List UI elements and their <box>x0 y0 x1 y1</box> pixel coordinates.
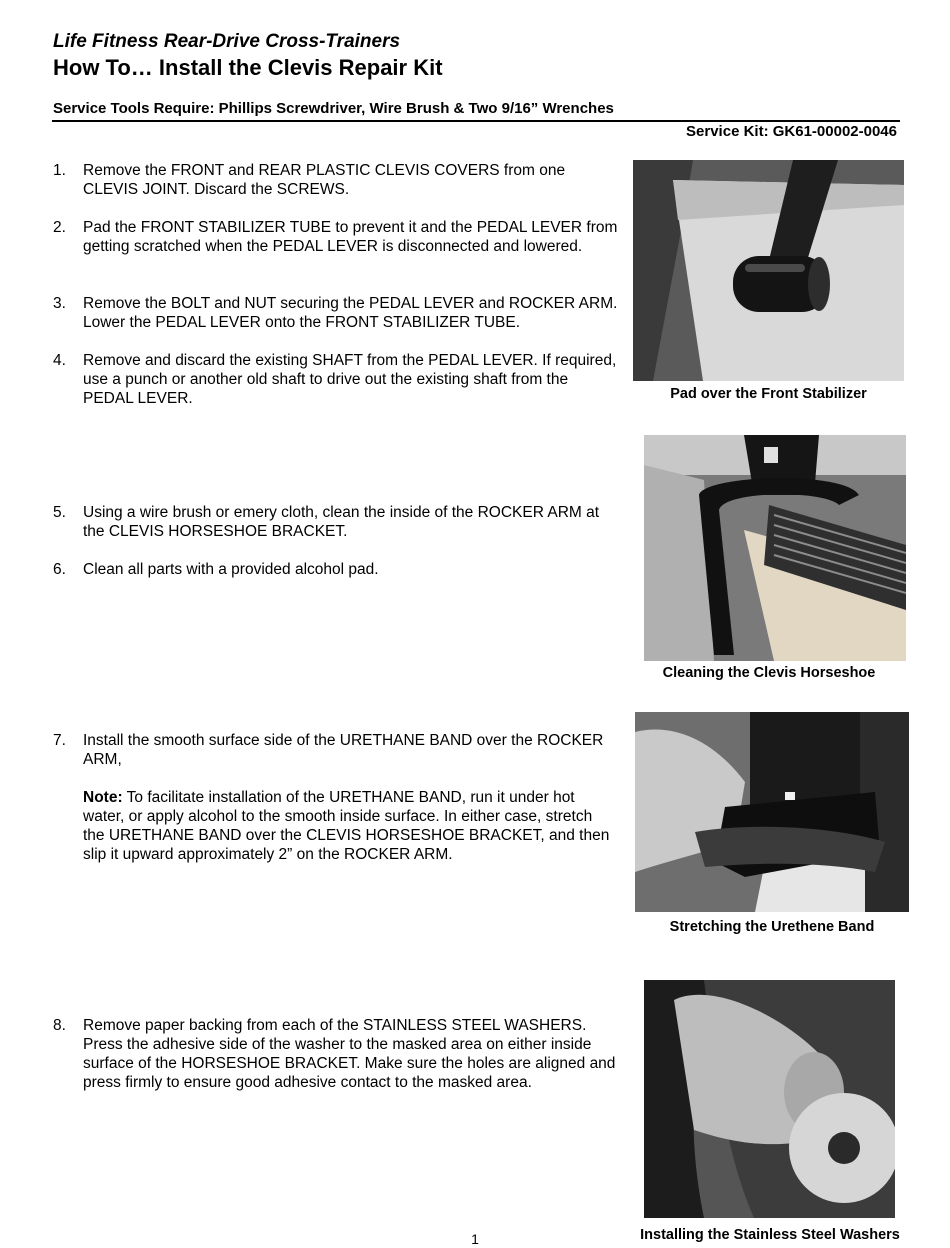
step-text: Clean all parts with a provided alcohol pad. <box>83 561 379 578</box>
step-note <box>83 788 618 864</box>
step-number: 5. <box>53 504 66 521</box>
step-text: Remove and discard the existing SHAFT from the PEDAL LEVER. If required, use a punch or another old shaft to drive out the existing shaft from the PEDAL LEVER. <box>83 352 617 407</box>
step-number: 1. <box>53 162 66 179</box>
step-number: 6. <box>53 561 66 578</box>
photo-installing-steel-washers <box>644 980 895 1218</box>
step-number: 7. <box>53 732 66 749</box>
step-text: Remove paper backing from each of the STAINLESS STEEL WASHERS. Press the adhesive side of the washer to the masked area on either inside surface of the HORSESHOE BRACKET. Make sure the holes are aligned and press firmly to ensure good adhesive contact to the masked area. <box>83 1017 616 1091</box>
step-1 <box>53 161 618 199</box>
document-title: How To… Install the Clevis Repair Kit <box>53 55 443 80</box>
step-text: Install the smooth surface side of the URETHANE BAND over the ROCKER ARM, <box>83 732 604 768</box>
caption-photo-3: Stretching the Urethene Band <box>669 919 875 935</box>
service-tools-line: Service Tools Require: Phillips Screwdriver, Wire Brush & Two 9/16” Wrenches <box>53 100 614 117</box>
step-number: 3. <box>53 295 66 312</box>
service-kit-number: Service Kit: GK61-00002-0046 <box>686 123 897 140</box>
caption-photo-4: Installing the Stainless Steel Washers <box>640 1227 900 1243</box>
step-3 <box>53 294 618 332</box>
step-number: 2. <box>53 219 66 236</box>
header-rule <box>52 120 900 122</box>
caption-photo-1: Pad over the Front Stabilizer <box>670 386 867 402</box>
step-number: 8. <box>53 1017 66 1034</box>
step-text: Remove the FRONT and REAR PLASTIC CLEVIS COVERS from one CLEVIS JOINT. Discard the SCREWS. <box>83 162 566 198</box>
caption-photo-2: Cleaning the Clevis Horseshoe <box>662 665 876 681</box>
step-text: Remove the BOLT and NUT securing the PEDAL LEVER and ROCKER ARM. Lower the PEDAL LEVER onto the FRONT STABILIZER TUBE. <box>83 295 618 331</box>
document-subtitle: Life Fitness Rear-Drive Cross-Trainers <box>53 31 401 52</box>
step-number: 4. <box>53 352 66 369</box>
step-7 <box>53 731 618 864</box>
note-text: To facilitate installation of the URETHANE BAND, run it under hot water, or apply alcohol to the smooth inside surface. In either case, stretch the URETHANE BAND over the CLEVIS HORSESHOE BRACKET, and then slip it upward approximately 2” on the ROCKER ARM. <box>83 789 610 863</box>
step-4 <box>53 351 618 408</box>
step-text: Pad the FRONT STABILIZER TUBE to prevent it and the PEDAL LEVER from getting scratched when the PEDAL LEVER is disconnected and lowered. <box>83 219 618 255</box>
step-8 <box>53 1016 618 1092</box>
step-5 <box>53 503 618 541</box>
photo-stretching-urethane-band <box>635 712 909 912</box>
photo-pad-front-stabilizer <box>633 160 904 381</box>
photo-cleaning-clevis-horseshoe <box>644 435 906 661</box>
note-label: Note: <box>83 789 123 806</box>
step-2 <box>53 218 618 256</box>
step-6 <box>53 560 618 579</box>
step-text: Using a wire brush or emery cloth, clean the inside of the ROCKER ARM at the CLEVIS HORSESHOE BRACKET. <box>83 504 600 540</box>
page-number: 1 <box>471 1231 479 1247</box>
